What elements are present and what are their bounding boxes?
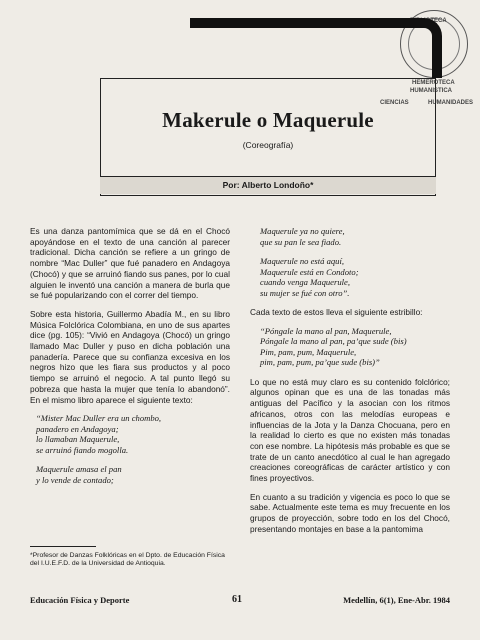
stamp-text: BIBLIOTECA [410,18,447,24]
footer-page-number: 61 [232,594,242,605]
article-title: Makerule o Maquerule [162,108,374,132]
paragraph: Sobre esta historia, Guillermo Abadía M., en su libro Música Folclórica Colombiana, en uno de sus apartes dice (pg. 105): “Vivió en Andagoya (Chocó) un gringo llamado Mac Duller y puso en dicha población una panadería. Parece que su confianza excesiva en los negros hizo que les fiara sus productos y al poco tiempo se arruinó el negocio. A tal punto llegó su pobreza que hasta la mujer que tenía lo abandonó”. En el mismo libro aparece el siguiente texto: [30,308,230,405]
stamp-text: CIENCIAS [380,100,409,106]
paragraph: Cada texto de estos lleva el siguiente estribillo: [250,307,423,317]
stamp-text: HEMEROTECA [412,80,455,86]
verse-block: “Mister Mac Duller era un chombo, panadero en Andagoya; lo llamaban Maquerule, se arruinó fiando mogolla. [36,413,162,455]
title-frame-corner [394,18,442,78]
article-subtitle: (Coreografía) [242,140,294,150]
article-author: Por: Alberto Londoño* [222,180,314,190]
footnote-rule [30,546,96,547]
title-frame-top [190,18,400,28]
verse-block: “Póngale la mano al pan, Maquerule, Póngale la mano al pan, pa’que sude (bis) Pim, pam, pum, Maquerule, pim, pam, pum, pa’que sude (bis)” [260,325,407,368]
right-column [250,226,450,543]
footer-issue: Medellín, 6(1), Ene-Abr. 1984 [343,595,450,605]
footnote: *Profesor de Danzas Folklóricas en el Dpto. de Educación Física del I.U.E.F.D. de la Universidad de Antioquia. [30,552,225,568]
verse-block: Maquerule no está aquí, Maquerule está en Condoto; cuando venga Maquerule, su mujer se fué con otro”. [260,256,359,298]
footer-journal: Educación Física y Deporte [30,595,130,605]
paragraph: Lo que no está muy claro es su contenido folclórico; algunos opinan que es una de las tonadas más antiguas del Pacífico y la asocian con los ritmos africanos, otros con las melodías europeas e influencias de la Jota y la Danza Chocuana, pero en la realidad lo cierto es que no existen más tonadas con ese nombre. La hipótesis más probable es que se trate de un canto anecdótico al cual le han agregado creaciones coreográficas de carácter artístico y con fines proyectivos. [250,376,450,484]
left-column [30,226,230,494]
paragraph: Es una danza pantomímica que se dá en el Chocó apoyándose en el texto de una canción al parecer tradicional. Dicha canción se refiere a un gringo de nombre “Mac Duller” que fué panadero en Andagoya (Chocó) y que se arruinó fiando sus panes, por lo cual alguien le inventó una canción a manera de burla que se fué popularizando con el correr del tiempo. [30,226,230,301]
stamp-text: HUMANISTICA [410,88,452,94]
verse-block: Maquerule amasa el pan y lo vende de contado; [36,464,122,485]
stamp-text: HUMANIDADES [428,100,473,106]
verse-block: Maquerule ya no quiere, que su pan le sea fiado. [260,226,345,247]
paragraph: En cuanto a su tradición y vigencia es poco lo que se sabe. Actualmente este tema es muy frecuente en los grupos de proyección, sobre todo en los del Chocó, presentando montajes en base a la pantomima [250,491,450,534]
